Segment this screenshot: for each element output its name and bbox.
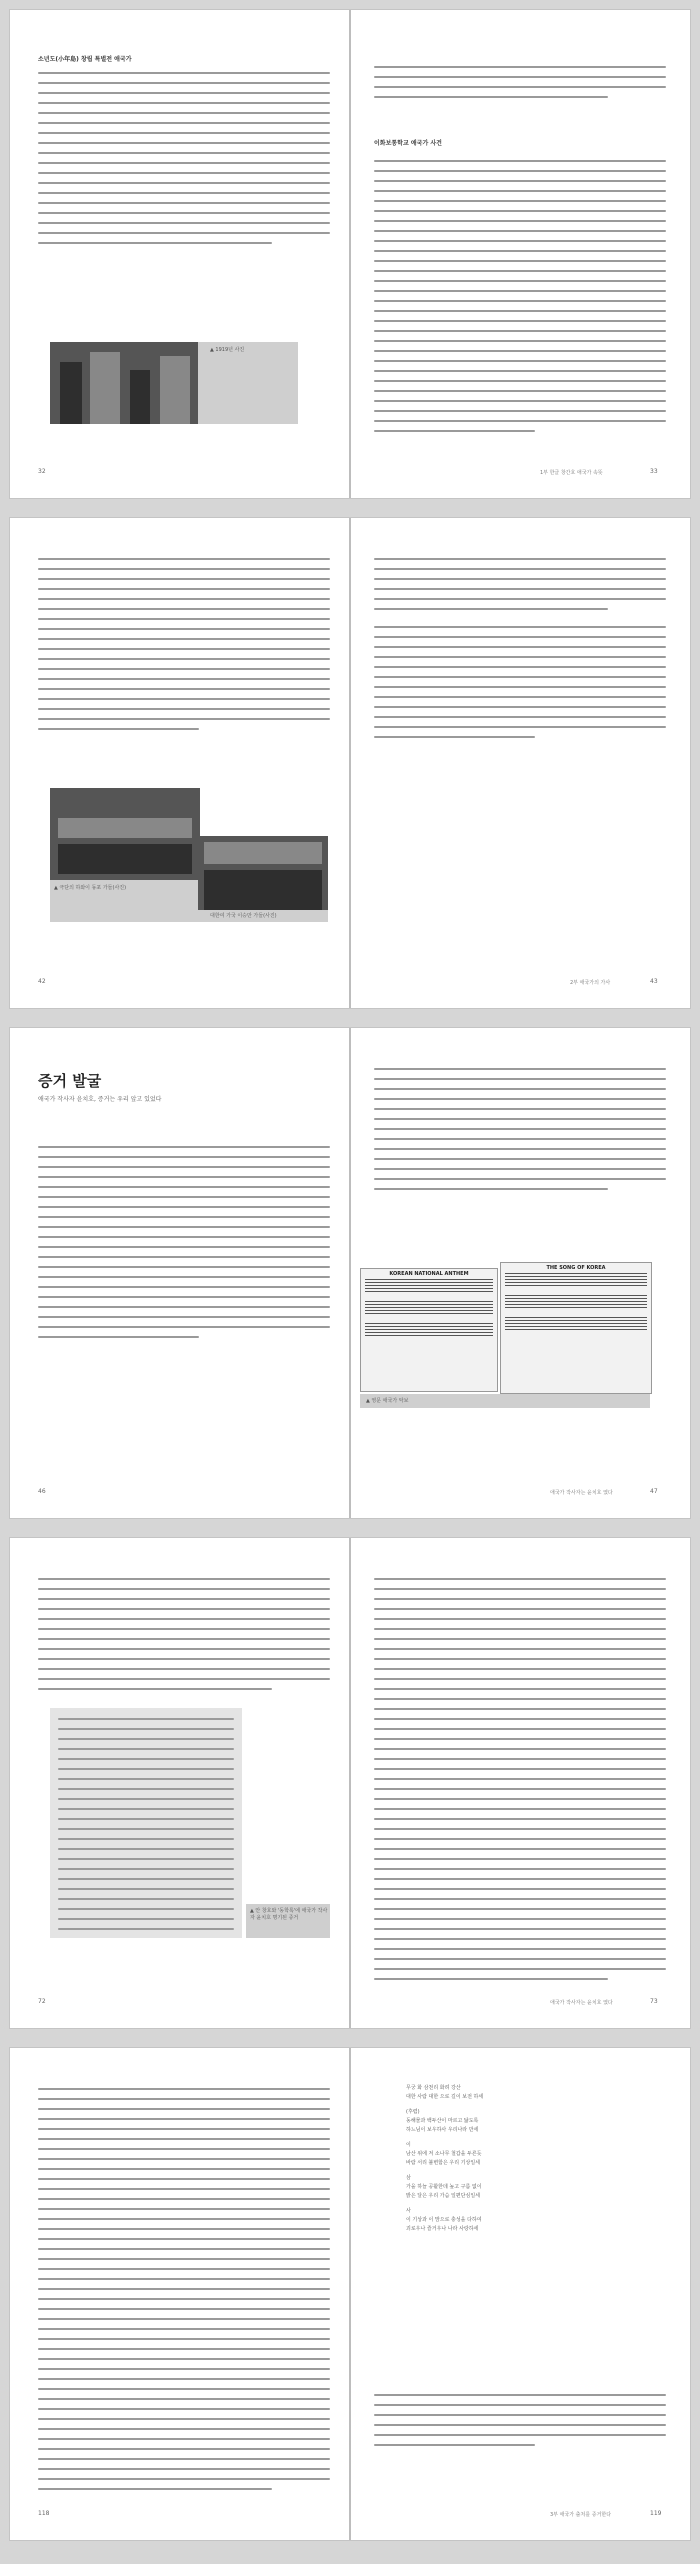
doc-caption: ▲ 안 창호와 '동학록'에 애국가 작사자 윤치호 명기된 증거: [250, 1908, 328, 1921]
lyric-line: 동해물과 백두산이 마르고 닳도록: [406, 2118, 479, 2124]
page-number: 73: [650, 1998, 658, 2005]
body-text: [38, 558, 330, 738]
page-number: 33: [650, 468, 658, 475]
body-text: [38, 2088, 330, 2498]
section-heading: 이화보통학교 애국가 사건: [374, 140, 442, 147]
page-number: 72: [38, 1998, 46, 2005]
lyric-line: 대한 사람 대한 으로 길이 보전 하세: [406, 2094, 484, 2100]
photo1-caption: ▲ 극단의 하와이 동포 가들(사진): [54, 885, 127, 891]
running-title: 2부 애국가의 가사: [570, 980, 611, 986]
page-47: [350, 1028, 690, 1518]
lyric-line: 삼: [406, 2175, 411, 2181]
page-73: [350, 1538, 690, 2028]
anthem-sheet-music-left: [360, 1268, 498, 1392]
sheet-caption: ▲ 영문 애국가 악보: [366, 1398, 409, 1404]
lyric-line: 이 기상과 이 맘으로 충성을 다하여: [406, 2217, 482, 2223]
photo2-caption-box: [50, 910, 328, 922]
running-title: 1부 한글 창간호 애국가 속뜻: [540, 470, 603, 476]
page-number: 46: [38, 1488, 46, 1495]
section-heading: 소년도(小年島) 창립 특별전 애국가: [38, 56, 132, 63]
sheet-left-title: KOREAN NATIONAL ANTHEM: [389, 1271, 469, 1277]
historic-photo: [50, 342, 198, 424]
page-72: [10, 1538, 350, 2028]
photo2-caption: 대한여 가국 이승만 가들(사진): [210, 913, 277, 919]
page-33: [350, 10, 690, 498]
body-text: [374, 558, 666, 746]
page-42: [10, 518, 350, 1008]
chapter-subtitle: 애국가 작사자 윤치호, 증거는 우리 앞고 있었다: [38, 1096, 162, 1103]
page-number: 32: [38, 468, 46, 475]
running-title: 애국가 작사자는 윤치호 였다: [550, 1490, 613, 1496]
historic-document-scan: [50, 1708, 242, 1938]
lyric-line: (후렴): [406, 2109, 420, 2115]
page-number: 118: [38, 2510, 50, 2517]
lyric-line: 밝은 달은 우리 가슴 일편단심일세: [406, 2193, 480, 2199]
anthem-sheet-music-right: [500, 1262, 652, 1394]
page-number: 43: [650, 978, 658, 985]
lyric-line: 바람 서리 불변함은 우리 기상일세: [406, 2160, 480, 2166]
page-119: [350, 2048, 690, 2540]
photo-caption-box: [198, 342, 298, 424]
chapter-title: 증거 발굴: [38, 1072, 102, 1090]
lyric-line: 괴로우나 즐거우나 나라 사랑하세: [406, 2226, 479, 2232]
running-title: 애국가 작사자는 윤치호 였다: [550, 2000, 613, 2006]
lyric-line: 남산 위에 저 소나무 철갑을 두른듯: [406, 2151, 482, 2157]
spread-4: [10, 1538, 690, 2028]
page-43: [350, 518, 690, 1008]
spread-5: [10, 2048, 690, 2540]
page-46: [10, 1028, 350, 1518]
spread-2: [10, 518, 690, 1008]
group-photo-2: [198, 836, 328, 918]
page-118: [10, 2048, 350, 2540]
body-text: [374, 2394, 666, 2454]
running-title: 3부 애국가 출처를 증거한다: [550, 2512, 612, 2518]
body-text: [374, 1068, 666, 1198]
anthem-lyrics: [406, 2084, 483, 2234]
lyric-line: 이: [406, 2142, 411, 2148]
body-text: [38, 1578, 330, 1698]
body-text: [38, 1146, 330, 1346]
lyric-line: 가을 하늘 공활한데 높고 구름 없이: [406, 2184, 482, 2190]
spread-3: [10, 1028, 690, 1518]
lyric-line: 사: [406, 2208, 411, 2214]
body-text: [374, 160, 666, 440]
body-text-top: [374, 66, 666, 106]
page-number: 119: [650, 2510, 662, 2517]
body-text: [38, 72, 330, 252]
page-32: [10, 10, 350, 498]
page-number: 47: [650, 1488, 658, 1495]
sheet-right-title: THE SONG OF KOREA: [546, 1265, 606, 1271]
photo-caption: ▲ 1919년 사진: [210, 347, 245, 353]
page-number: 42: [38, 978, 46, 985]
spread-1: [10, 10, 690, 498]
lyric-line: 무궁 화 삼천리 화려 강산: [406, 2085, 461, 2091]
group-photo-1: [50, 788, 200, 880]
body-text: [374, 1578, 666, 1988]
lyric-line: 하느님이 보우하사 우리나라 만세: [406, 2127, 479, 2133]
